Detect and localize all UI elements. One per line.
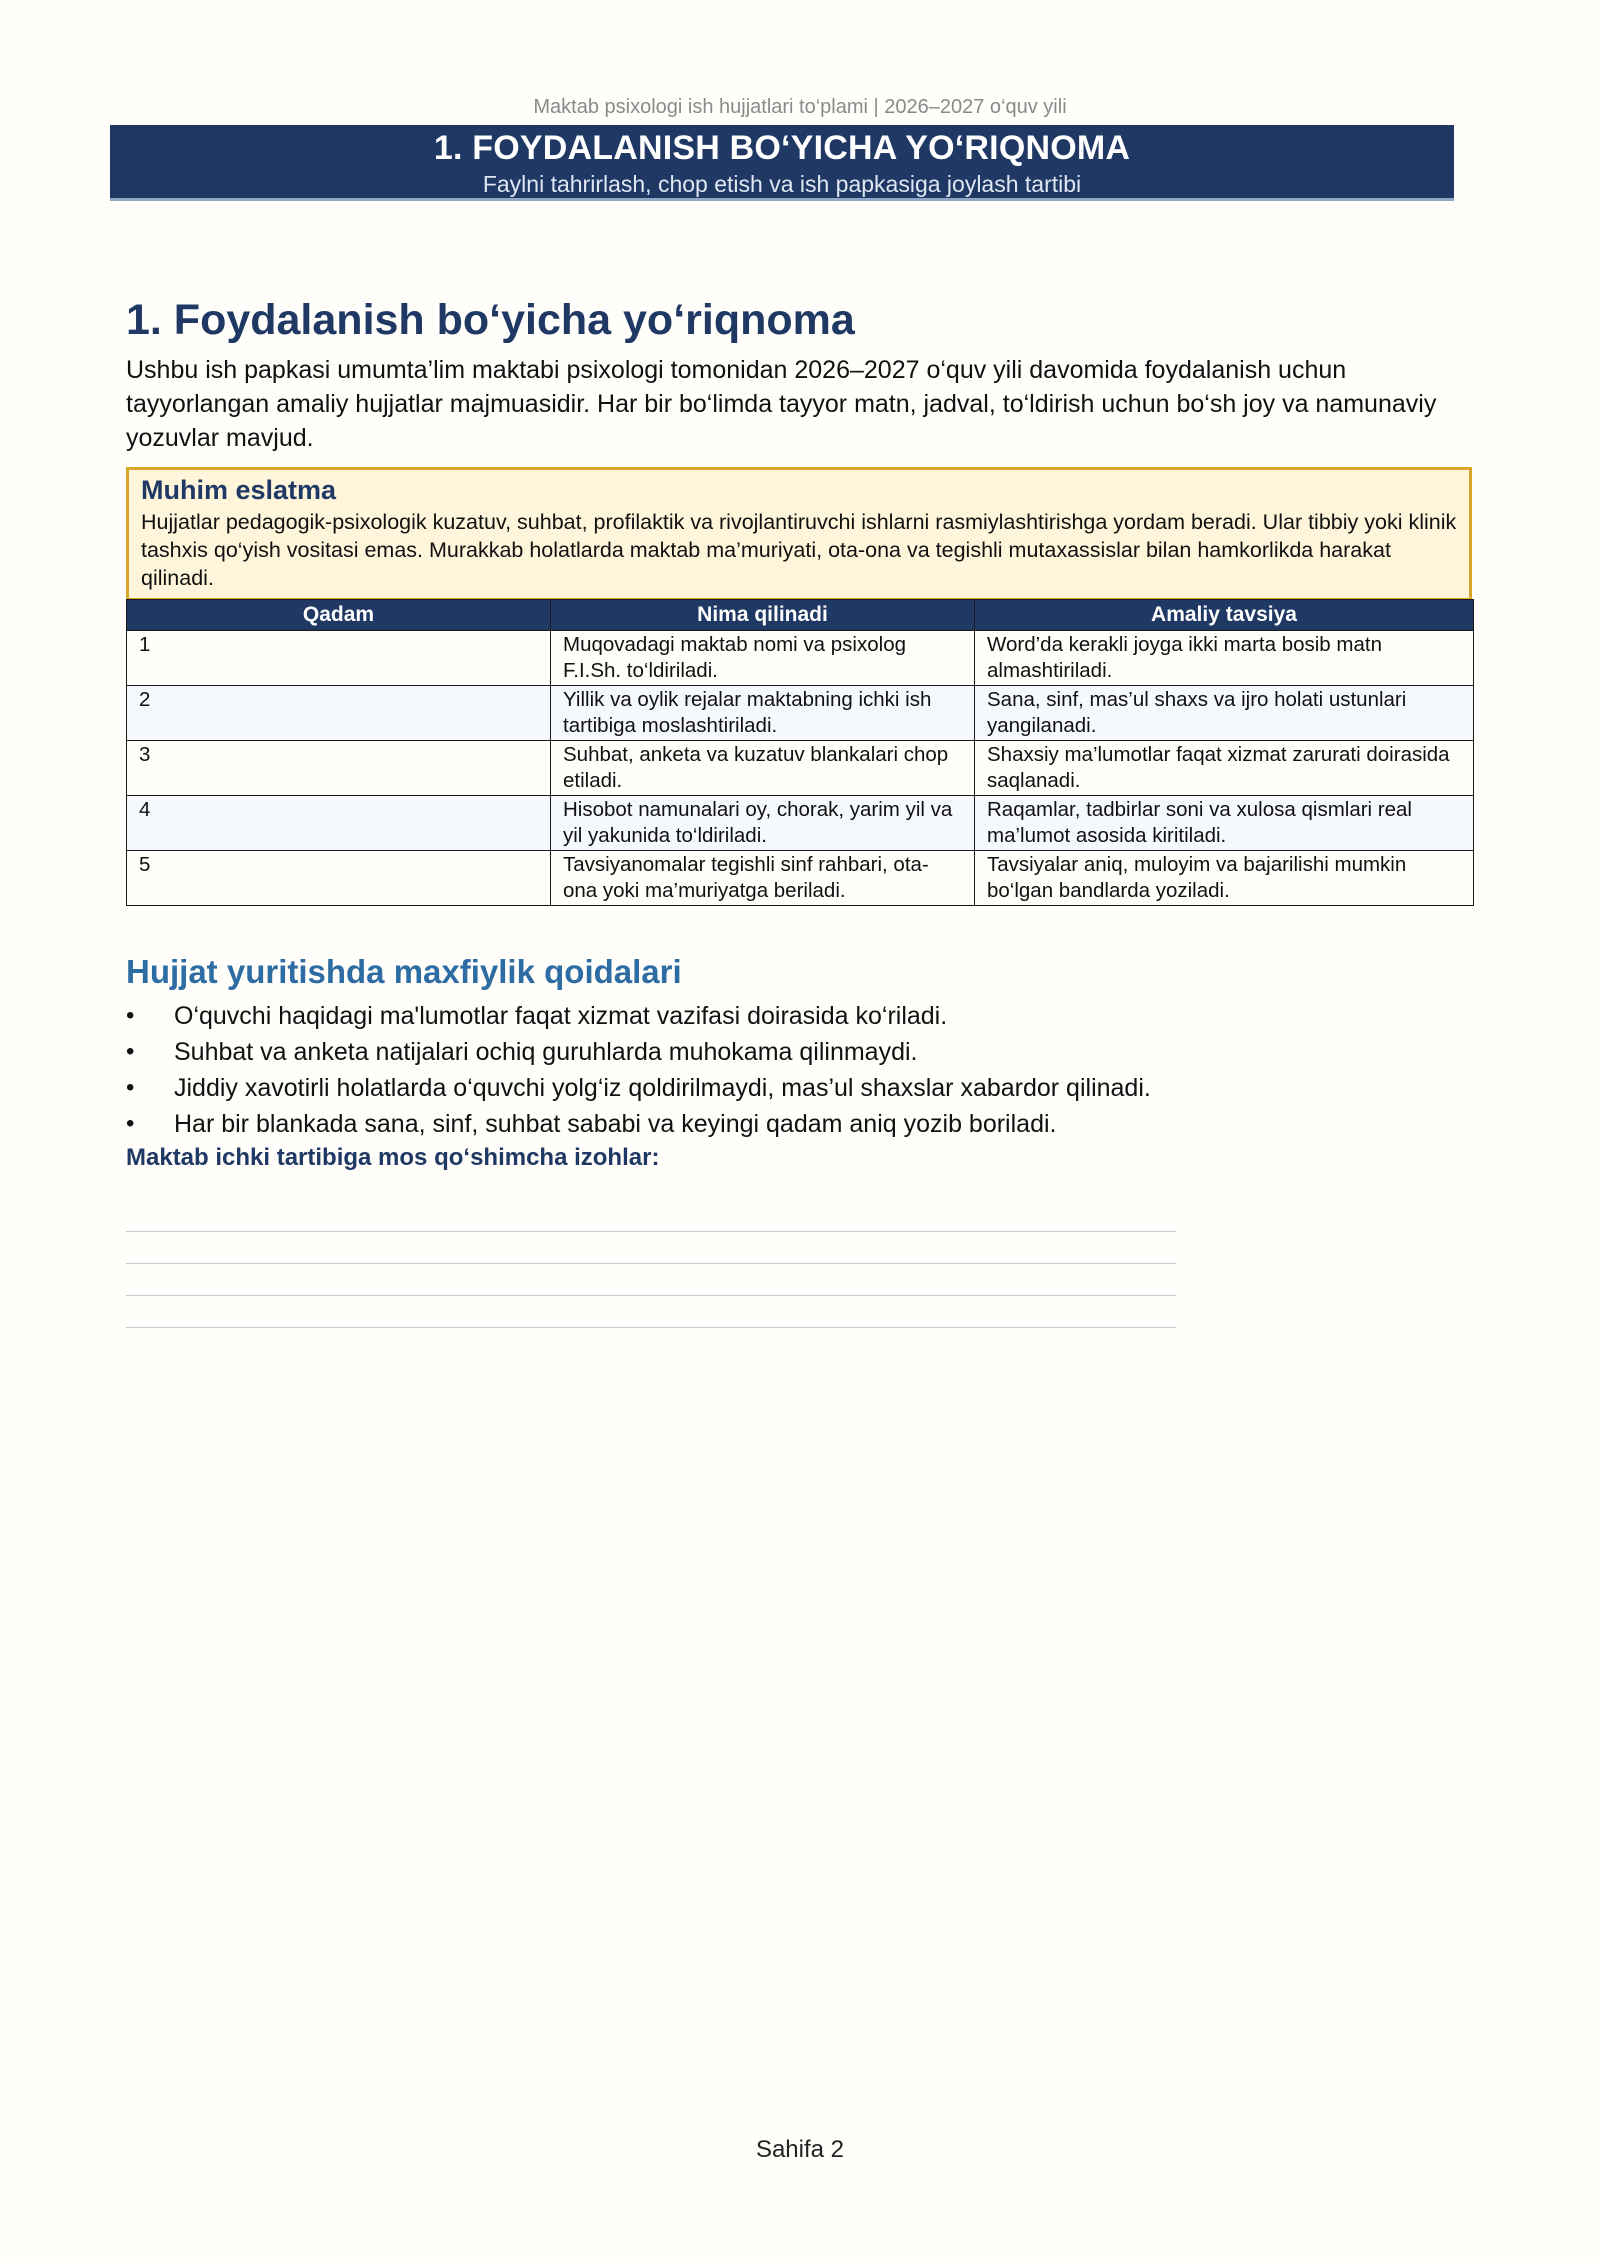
list-item (126, 1106, 1151, 1142)
list-item-text: Suhbat va anketa natijalari ochiq guruhlarda muhokama qilinmaydi. (174, 1038, 918, 1066)
step-action: Muqovadagi maktab nomi va psixolog F.I.Sh. to‘ldiriladi. (551, 631, 975, 686)
privacy-heading: Hujjat yuritishda maxfiylik qoidalari (126, 953, 682, 990)
notes-label: Maktab ichki tartibiga mos qo‘shimcha izohlar: (126, 1144, 660, 1171)
main-content (126, 296, 1476, 1171)
column-header-action: Nima qilinadi (551, 600, 975, 631)
table-row (127, 796, 1474, 851)
note-line[interactable] (126, 1264, 1176, 1296)
step-action: Hisobot namunalari oy, chorak, yarim yil va yil yakunida to‘ldiriladi. (551, 796, 975, 851)
section-heading: 1. Foydalanish bo‘yicha yo‘riqnoma (126, 296, 855, 344)
list-item (126, 998, 1151, 1034)
banner-subtitle: Faylni tahrirlash, chop etish va ish papkasiga joylash tartibi (482, 171, 1082, 197)
step-number: 1 (127, 631, 551, 686)
bullet-icon: • (126, 1074, 135, 1101)
important-note-title: Muhim eslatma (141, 475, 337, 506)
step-tip: Word’da kerakli joyga ikki marta bosib matn almashtiriladi. (975, 631, 1474, 686)
bullet-icon: • (126, 1038, 135, 1065)
list-item (126, 1070, 1151, 1106)
page-number: Sahifa 2 (755, 2136, 845, 2163)
step-number: 3 (127, 741, 551, 796)
step-tip: Tavsiyalar aniq, muloyim va bajarilishi mumkin bo‘lgan bandlarda yoziladi. (975, 851, 1474, 906)
section-banner (110, 125, 1454, 201)
column-header-tip: Amaliy tavsiya (975, 600, 1474, 631)
step-number: 4 (127, 796, 551, 851)
list-item-text: Har bir blankada sana, sinf, suhbat sababi va keyingi qadam aniq yozib boriladi. (174, 1110, 1057, 1138)
note-line[interactable] (126, 1232, 1176, 1264)
privacy-rules-list (126, 998, 1151, 1142)
table-row (127, 851, 1474, 906)
step-number: 2 (127, 686, 551, 741)
step-tip: Shaxsiy ma’lumotlar faqat xizmat zarurati doirasida saqlanadi. (975, 741, 1474, 796)
table-header-row (127, 600, 1474, 631)
bullet-icon: • (126, 1110, 135, 1137)
step-number: 5 (127, 851, 551, 906)
important-note-box (126, 467, 1472, 601)
table-row (127, 686, 1474, 741)
note-line[interactable] (126, 1296, 1176, 1328)
list-item (126, 1034, 1151, 1070)
steps-table (126, 599, 1474, 906)
list-item-text: Jiddiy xavotirli holatlarda o‘quvchi yolg‘iz qoldirilmaydi, mas’ul shaxslar xabardor qilinadi. (174, 1074, 1151, 1102)
bullet-icon: • (126, 1002, 135, 1029)
step-tip: Raqamlar, tadbirlar soni va xulosa qismlari real ma’lumot asosida kiritiladi. (975, 796, 1474, 851)
step-action: Yillik va oylik rejalar maktabning ichki ish tartibiga moslashtiriladi. (551, 686, 975, 741)
banner-title: 1. FOYDALANISH BO‘YICHA YO‘RIQNOMA (433, 129, 1131, 167)
note-line[interactable] (126, 1200, 1176, 1232)
list-item-text: O‘quvchi haqidagi ma'lumotlar faqat xizmat vazifasi doirasida ko‘riladi. (174, 1002, 948, 1030)
step-action: Suhbat, anketa va kuzatuv blankalari chop etiladi. (551, 741, 975, 796)
step-action: Tavsiyanomalar tegishli sinf rahbari, ota-ona yoki ma’muriyatga beriladi. (551, 851, 975, 906)
table-row (127, 741, 1474, 796)
step-tip: Sana, sinf, mas’ul shaxs va ijro holati ustunlari yangilanadi. (975, 686, 1474, 741)
intro-paragraph: Ushbu ish papkasi umumta’lim maktabi psixologi tomonidan 2026–2027 o‘quv yili davomida foydalanish uchun tayyorlangan amaliy hujjatlar majmuasidir. Har bir bo‘limda tayyor matn, jadval, to‘ldirish uchun bo‘sh joy va namunaviy yozuvlar mavjud. (126, 356, 1437, 453)
important-note-text: Hujjatlar pedagogik-psixologik kuzatuv, suhbat, profilaktik va rivojlantiruvchi ishlarni rasmiylashtirishga yordam beradi. Ular tibbiy yoki klinik tashxis qo‘yish vositasi emas. Murakkab holatlarda maktab ma’muriyati, ota-ona va tegishli mutaxassislar bilan hamkorlikda harakat qilinadi. (141, 510, 1457, 591)
notes-write-area[interactable] (126, 1200, 1176, 1328)
running-header: Maktab psixologi ish hujjatlari to‘plami | 2026–2027 o‘quv yili (533, 96, 1067, 118)
column-header-step: Qadam (127, 600, 551, 631)
table-row (127, 631, 1474, 686)
